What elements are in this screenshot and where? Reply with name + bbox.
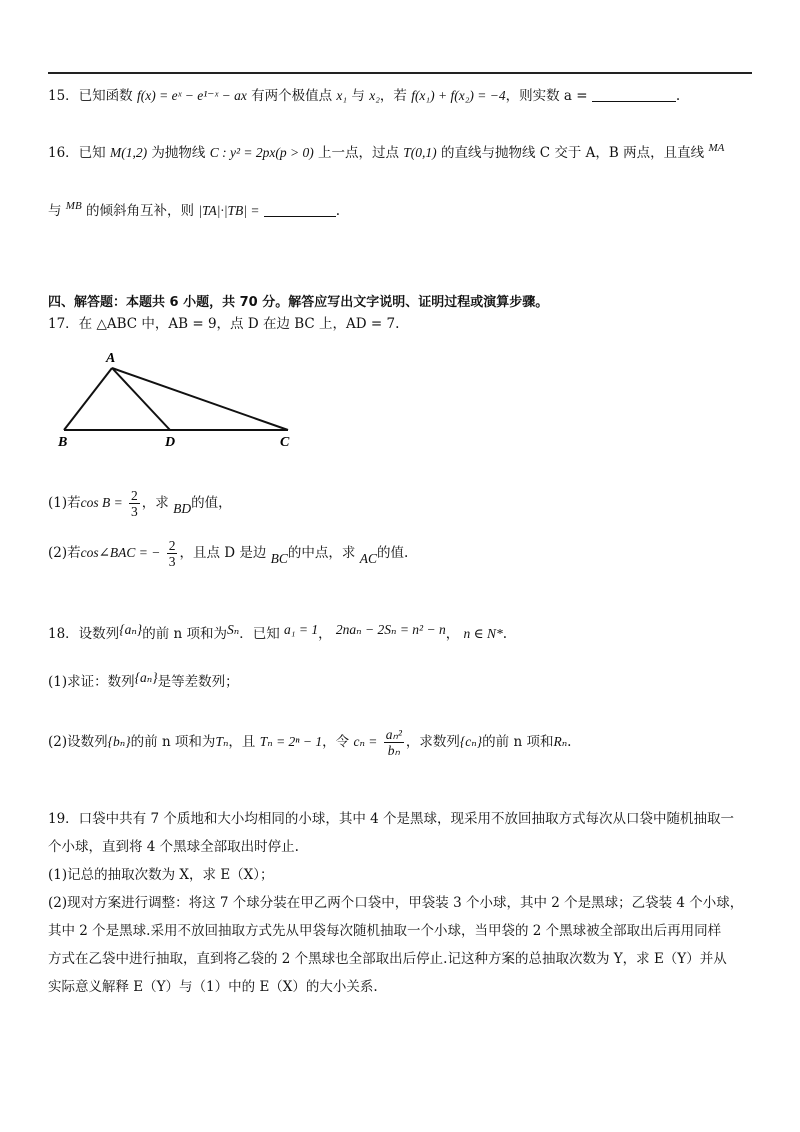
q15-end: . bbox=[675, 88, 681, 104]
q18-p2-end: . bbox=[567, 734, 572, 750]
q19-part-1: (1)记总的抽取次数为 X，求 E（X）； bbox=[48, 867, 274, 883]
q17-stem: 17．在 △ABC 中，AB = 9，点 D 在边 BC 上，AD = 7. bbox=[48, 316, 400, 332]
q18-p2-t-formula: Tₙ = 2ⁿ − 1 bbox=[259, 734, 323, 749]
q17-p2-ac: AC bbox=[359, 551, 377, 566]
q17-p1-numerator: 2 bbox=[131, 488, 138, 503]
q18-p2-mid2: ，且 bbox=[228, 734, 256, 750]
q16-text-3: 的直线与抛物线 C 交于 A，B 两点，且直线 bbox=[440, 145, 705, 161]
q15-and: 与 bbox=[351, 88, 365, 104]
q18-n-set: n ∈ N* bbox=[463, 626, 503, 641]
q18-p2-mid3: ，令 bbox=[322, 734, 350, 750]
q18-p2-sequence-c: {cₙ} bbox=[459, 734, 483, 749]
q15-answer-blank bbox=[592, 101, 676, 102]
q17-p2-end: 的值. bbox=[376, 545, 409, 561]
q17-p1-fraction bbox=[129, 488, 140, 519]
q16-text-1: 为抛物线 bbox=[151, 145, 206, 161]
q19-stem-line-2: 个小球，直到将 4 个黑球全部取出时停止. bbox=[48, 839, 299, 855]
q19-part-2-line-3: 方式在乙袋中进行抽取，直到将乙袋的 2 个黑球也全部取出后停止.记这种方案的总抽取次数为 Y，求 E（Y）并从 bbox=[48, 951, 727, 967]
triangle-figure bbox=[52, 342, 302, 447]
q16-parabola: C : y² = 2px(p > 0) bbox=[209, 145, 314, 160]
q17-p2-denominator: 3 bbox=[168, 554, 176, 569]
vertex-c-label: C bbox=[280, 435, 290, 447]
q18-part-2 bbox=[48, 727, 571, 758]
q17-p2-numerator: 2 bbox=[168, 538, 176, 553]
q18-p2-sum-t: Tₙ bbox=[215, 734, 229, 749]
vertex-d-label: D bbox=[165, 435, 176, 447]
q15-number: 15．已知函数 bbox=[48, 88, 133, 104]
q18-p2-sum-r: Rₙ bbox=[553, 734, 568, 749]
q17-p2-pre: (2)若 bbox=[48, 545, 81, 561]
question-15 bbox=[48, 86, 680, 106]
q17-part-2 bbox=[48, 538, 408, 569]
q18-p2-c-def: cₙ = bbox=[353, 734, 378, 749]
side-ab bbox=[64, 368, 112, 430]
q17-p2-mid: ，且点 D 是边 bbox=[179, 545, 267, 561]
q16-line2-pre: 与 bbox=[48, 203, 62, 219]
q17-p1-pre: (1)若 bbox=[48, 495, 81, 511]
q17-p1-bd: BD bbox=[173, 501, 192, 516]
q15-tail: ，则实数 a = bbox=[505, 88, 588, 104]
q18-p1-pre: (1)求证：数列 bbox=[48, 674, 135, 690]
q18-sum-s: Sₙ bbox=[227, 622, 240, 637]
q18-p1-post: 是等差数列； bbox=[157, 674, 239, 690]
q16-end: . bbox=[335, 203, 341, 219]
q18-stem-mid2: ．已知 bbox=[239, 626, 280, 642]
q16-text-2: 上一点，过点 bbox=[318, 145, 399, 161]
q17-p2-cos: cos∠BAC = − bbox=[80, 545, 161, 560]
q16-line-mb: MB bbox=[65, 200, 82, 212]
q16-point-m: M(1,2) bbox=[109, 145, 148, 160]
q18-p1-sequence: {aₙ} bbox=[134, 670, 158, 685]
question-19 bbox=[48, 805, 752, 1001]
q16-answer-blank bbox=[264, 216, 336, 217]
q17-p2-bc: BC bbox=[270, 551, 288, 566]
q17-p1-cos: cos B = bbox=[80, 495, 123, 510]
q18-stem-mid: 的前 n 项和为 bbox=[142, 626, 227, 642]
q15-x1: x₁ bbox=[336, 88, 348, 103]
q19-part-2-line-4: 实际意义解释 E（Y）与（1）中的 E（X）的大小关系. bbox=[48, 979, 378, 995]
q17-p1-end: 的值， bbox=[191, 495, 232, 511]
q18-p2-sequence-b: {bₙ} bbox=[107, 734, 131, 749]
q18-p2-denominator: bₙ bbox=[387, 743, 400, 758]
q15-text: 有两个极值点 bbox=[251, 88, 333, 104]
q16-expression: |TA|·|TB| = bbox=[198, 203, 260, 218]
question-16-line-2 bbox=[48, 196, 340, 221]
q17-p2-mid2: 的中点，求 bbox=[287, 545, 356, 561]
q18-p2-pre: (2)设数列 bbox=[48, 734, 108, 750]
q16-point-t: T(0,1) bbox=[403, 145, 437, 160]
q17-p2-fraction bbox=[167, 538, 178, 569]
q16-line-ma: MA bbox=[708, 142, 725, 154]
q18-sequence-a: {aₙ} bbox=[119, 622, 143, 637]
q15-function: f(x) = eˣ − e¹⁻ˣ − ax bbox=[136, 88, 247, 103]
q15-condition: f(x₁) + f(x₂) = −4 bbox=[411, 88, 506, 103]
q18-p2-mid4: ，求数列 bbox=[405, 734, 460, 750]
q18-end: . bbox=[502, 626, 508, 642]
q18-part-1 bbox=[48, 668, 239, 692]
q18-p2-fraction bbox=[384, 727, 404, 758]
q18-equation: 2naₙ − 2Sₙ = n² − n bbox=[335, 622, 446, 637]
vertex-b-label: B bbox=[58, 435, 68, 447]
q18-p2-mid: 的前 n 项和为 bbox=[130, 734, 216, 750]
q17-p1-denominator: 3 bbox=[131, 504, 138, 519]
q18-a1: a₁ = 1 bbox=[284, 622, 319, 637]
q15-cond-pre: ，若 bbox=[379, 88, 407, 104]
q15-x2: x₂ bbox=[369, 88, 380, 103]
q19-part-2-line-2: 其中 2 个是黑球.采用不放回抽取方式先从甲袋每次随机抽取一个小球，当甲袋的 2 个黑球被全部取出后再用同样 bbox=[48, 923, 722, 939]
vertex-a-label: A bbox=[106, 351, 116, 366]
q18-p2-numerator: aₙ² bbox=[385, 727, 402, 742]
q18-p2-mid5: 的前 n 项和 bbox=[482, 734, 554, 750]
q16-line2-mid: 的倾斜角互补，则 bbox=[85, 203, 194, 219]
q19-stem-line-1: 19．口袋中共有 7 个质地和大小均相同的小球，其中 4 个是黑球，现采用不放回抽取方式每次从口袋中随机抽取一 bbox=[48, 811, 735, 827]
side-ac bbox=[112, 368, 288, 430]
section-heading: 四、解答题：本题共 6 小题，共 70 分。解答应写出文字说明、证明过程或演算步骤。 bbox=[48, 295, 549, 310]
q17-part-1 bbox=[48, 488, 232, 519]
q19-part-2-line-1: (2)现对方案进行调整：将这 7 个球分装在甲乙两个口袋中，甲袋装 3 个小球，其中 2 个是黑球；乙袋装 4 个小球， bbox=[48, 895, 744, 911]
q16-number: 16．已知 bbox=[48, 145, 106, 161]
top-rule bbox=[48, 72, 752, 74]
q18-stem: 18．设数列{aₙ}的前 n 项和为Sₙ．已知 a₁ = 1， 2naₙ − 2Sₙ = n² − n， n ∈ N*. bbox=[48, 622, 508, 642]
question-16 bbox=[48, 138, 724, 163]
q17-p1-post: ，求 bbox=[141, 495, 169, 511]
q18-stem-pre: 18．设数列 bbox=[48, 626, 120, 642]
